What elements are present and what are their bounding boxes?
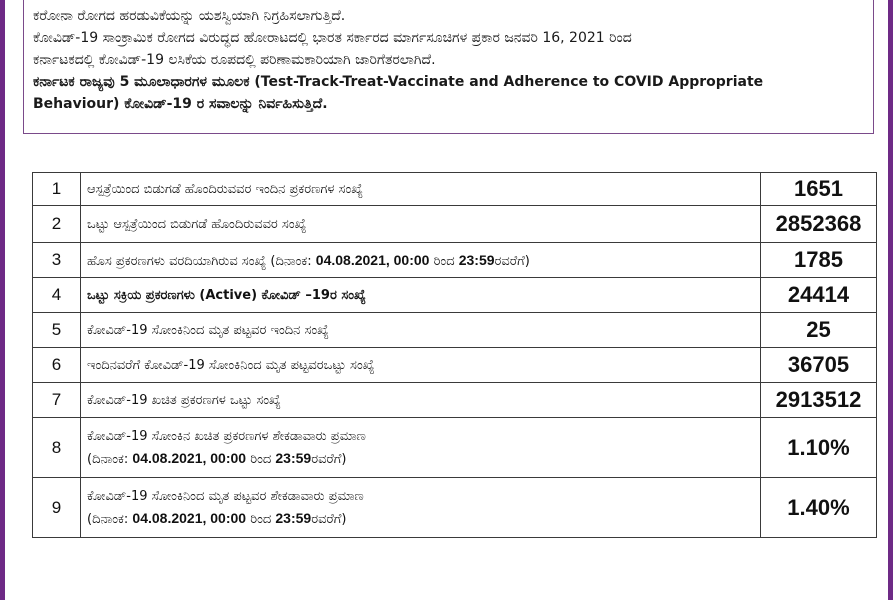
row-number: 8 <box>33 418 81 478</box>
document-page <box>5 0 888 600</box>
row-desc-from: ರಿಂದ <box>429 253 459 269</box>
row-number: 1 <box>33 173 81 206</box>
date-range-end: 23:59 <box>275 509 312 526</box>
row-value: 2852368 <box>761 206 877 243</box>
date-range-line <box>87 510 754 527</box>
row-number: 4 <box>33 278 81 313</box>
date-label: (ದಿನಾಂಕ: <box>87 451 133 467</box>
table-row <box>33 383 877 418</box>
date-label: (ದಿನಾಂಕ: <box>87 511 133 527</box>
notice-line-3: ಕರ್ನಾಟಕದಲ್ಲಿ ಕೋವಿಡ್-19 ಲಸಿಕೆಯ ರೂಪದಲ್ಲಿ ಪರಿಣಾಮಕಾರಿಯಾಗಿ ಜಾರಿಗೆತರಲಾಗಿದೆ. <box>33 52 436 68</box>
date-range-start: 04.08.2021, 00:00 <box>315 251 430 268</box>
row-number: 6 <box>33 348 81 383</box>
row-number: 5 <box>33 313 81 348</box>
table-row <box>33 418 877 478</box>
row-value: 1651 <box>761 173 877 206</box>
date-until: ರವರೆಗೆ) <box>311 511 347 527</box>
row-number: 3 <box>33 243 81 278</box>
notice-line-2: ಕೋವಿಡ್-19 ಸಾಂಕ್ರಾಮಿಕ ರೋಗದ ವಿರುದ್ಧದ ಹೋರಾಟದಲ್ಲಿ ಭಾರತ ಸರ್ಕಾರದ ಮಾರ್ಗಸೂಚಿಗಳ ಪ್ರಕಾರ ಜನವರಿ 16, 2021 ರಿಂದ <box>33 30 632 46</box>
row-desc-text: ಕೋವಿಡ್-19 ಸೋಂಕಿನಿಂದ ಮೃತ ಪಟ್ಟವರ ಶೇಕಡಾವಾರು ಪ್ರಮಾಣ <box>87 488 364 504</box>
date-range-start: 04.08.2021, 00:00 <box>132 509 247 526</box>
row-description: ಒಟ್ಟು ಸಕ್ರಿಯ ಪ್ರಕರಣಗಳು (Active) ಕೋವಿಡ್ –19ರ ಸಂಖ್ಯೆ <box>81 278 761 313</box>
row-value: 36705 <box>761 348 877 383</box>
table-row <box>33 313 877 348</box>
row-number: 9 <box>33 478 81 538</box>
table-row <box>33 243 877 278</box>
row-description: ಆಸ್ಪತ್ರೆಯಿಂದ ಬಿಡುಗಡೆ ಹೊಂದಿರುವವರ ಇಂದಿನ ಪ್ರಕರಣಗಳ ಸಂಖ್ಯೆ <box>81 173 761 206</box>
notice-line-4: ಕರ್ನಾಟಕ ರಾಜ್ಯವು 5 ಮೂಲಾಧಾರಗಳ ಮೂಲಕ (Test-Track-Treat-Vaccinate and Adherence to COVID Appropriate <box>33 74 764 90</box>
date-until: ರವರೆಗೆ) <box>311 451 347 467</box>
notice-line-5: Behaviour) ಕೋವಿಡ್-19 ರ ಸವಾಲನ್ನು ನಿರ್ವಹಿಸುತ್ತಿದೆ. <box>33 96 328 112</box>
table-row <box>33 348 877 383</box>
right-border <box>888 0 893 600</box>
row-description <box>81 243 761 278</box>
row-number: 2 <box>33 206 81 243</box>
row-value: 1.40% <box>761 478 877 538</box>
row-description: ಒಟ್ಟು ಆಸ್ಪತ್ರೆಯಿಂದ ಬಿಡುಗಡೆ ಹೊಂದಿರುವವರ ಸಂಖ್ಯೆ <box>81 206 761 243</box>
table-row <box>33 206 877 243</box>
row-value: 25 <box>761 313 877 348</box>
row-description: ಇಂದಿನವರೆಗೆ ಕೋವಿಡ್-19 ಸೋಂಕಿನಿಂದ ಮೃತ ಪಟ್ಟವರಒಟ್ಟು ಸಂಖ್ಯೆ <box>81 348 761 383</box>
date-range-end: 23:59 <box>275 449 312 466</box>
row-desc-text: ಕೋವಿಡ್-19 ಸೋಂಕಿನ ಖಚಿತ ಪ್ರಕರಣಗಳ ಶೇಕಡಾವಾರು ಪ್ರಮಾಣ <box>87 428 366 444</box>
row-number: 7 <box>33 383 81 418</box>
row-value: 24414 <box>761 278 877 313</box>
table-row <box>33 173 877 206</box>
row-description <box>81 418 761 478</box>
row-description: ಕೋವಿಡ್-19 ಖಚಿತ ಪ್ರಕರಣಗಳ ಒಟ್ಟು ಸಂಖ್ಯೆ <box>81 383 761 418</box>
covid-stats-table <box>32 172 877 538</box>
date-range-start: 04.08.2021, 00:00 <box>132 449 247 466</box>
date-from: ರಿಂದ <box>246 451 276 467</box>
row-value: 1785 <box>761 243 877 278</box>
row-value: 1.10% <box>761 418 877 478</box>
row-description: ಕೋವಿಡ್-19 ಸೋಂಕಿನಿಂದ ಮೃತ ಪಟ್ಟವರ ಇಂದಿನ ಸಂಖ್ಯೆ <box>81 313 761 348</box>
row-desc-text: ಹೊಸ ಪ್ರಕರಣಗಳು ವರದಿಯಾಗಿರುವ ಸಂಖ್ಯೆ (ದಿನಾಂಕ: <box>87 253 316 269</box>
table-row <box>33 478 877 538</box>
row-desc-until: ರವರೆಗೆ) <box>494 253 530 269</box>
row-description <box>81 478 761 538</box>
table-row <box>33 278 877 313</box>
date-range-line <box>87 450 754 467</box>
notice-box <box>23 0 874 134</box>
date-range-end: 23:59 <box>458 251 495 268</box>
row-value: 2913512 <box>761 383 877 418</box>
date-from: ರಿಂದ <box>246 511 276 527</box>
notice-line-1: ಕರೋನಾ ರೋಗದ ಹರಡುವಿಕೆಯನ್ನು ಯಶಸ್ವಿಯಾಗಿ ನಿಗ್ರಹಿಸಲಾಗುತ್ತಿದೆ. <box>33 8 346 24</box>
